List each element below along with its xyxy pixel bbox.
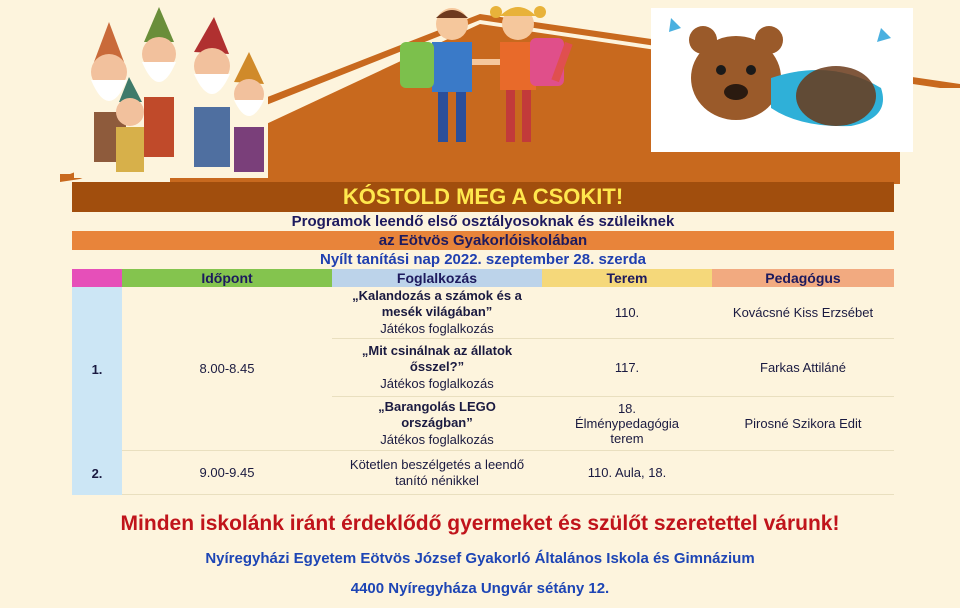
activity-3-type: Játékos foglalkozás	[380, 432, 494, 447]
activity-2	[332, 339, 542, 397]
room-3: 18. Élménypedagógia terem	[542, 397, 712, 451]
slot-1-time: 8.00-8.45	[122, 287, 332, 451]
header-activity: Foglalkozás	[332, 269, 542, 287]
room-4: 110. Aula, 18.	[542, 451, 712, 495]
activity-2-type: Játékos foglalkozás	[380, 376, 494, 391]
activity-4	[332, 451, 542, 495]
header-room: Terem	[542, 269, 712, 287]
school-address: 4400 Nyíregyháza Ungvár sétány 12.	[350, 580, 610, 597]
welcome-slogan: Minden iskolánk iránt érdeklődő gyermeket és szülőt szeretettel várunk!	[120, 512, 840, 535]
activity-1-type: Játékos foglalkozás	[380, 321, 494, 336]
activity-3-title: „Barangolás LEGO országban”	[378, 399, 496, 430]
teacher-3: Pirosné Szikora Edit	[712, 397, 894, 451]
room-2: 117.	[542, 339, 712, 397]
header-num-cell	[72, 269, 122, 287]
activity-4-title: Kötetlen beszélgetés a leendő tanító nénikkel	[349, 456, 525, 488]
slot-1-number: 1.	[91, 361, 103, 377]
subtitle-school: az Eötvös Gyakorlóiskolában	[72, 231, 894, 250]
activity-2-title: „Mit csinálnak az állatok ősszel?”	[361, 343, 513, 374]
room-1: 110.	[542, 287, 712, 339]
teacher-2: Farkas Attiláné	[712, 339, 894, 397]
children-illustration	[390, 2, 590, 152]
header-teacher: Pedagógus	[712, 269, 894, 287]
subtitle-date: Nyílt tanítási nap 2022. szeptember 28. szerda	[320, 251, 646, 268]
slot-2-time: 9.00-9.45	[122, 451, 332, 495]
school-name: Nyíregyházi Egyetem Eötvös József Gyakorló Általános Iskola és Gimnázium	[205, 550, 755, 567]
activity-1-title: „Kalandozás a számok és a mesék világában”	[352, 288, 522, 319]
teacher-1: Kovácsné Kiss Erzsébet	[712, 287, 894, 339]
bear-illustration	[651, 8, 913, 152]
subtitle-programs: Programok leendő első osztályosoknak és szüleiknek	[291, 213, 675, 230]
header-time: Időpont	[122, 269, 332, 287]
main-title-banner: KÓSTOLD MEG A CSOKIT!	[72, 182, 894, 212]
dwarfs-illustration	[74, 2, 268, 178]
activity-3	[332, 397, 542, 451]
teacher-4	[712, 451, 894, 495]
slot-2-number: 2.	[91, 465, 103, 481]
activity-1	[332, 287, 542, 339]
